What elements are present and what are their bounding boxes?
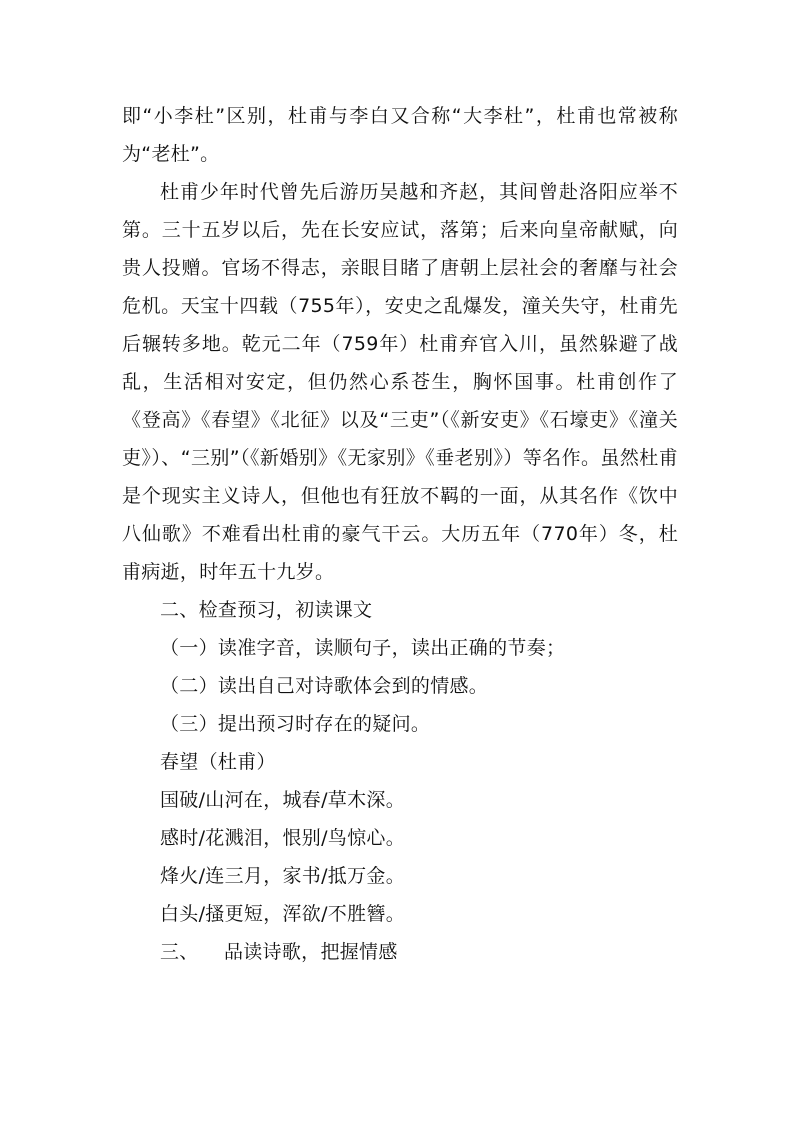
section-heading-2: 二、检查预习，初读课文 xyxy=(160,599,373,621)
paragraph-biography: 杜甫少年时代曾先后游历吴越和齐赵，其间曾赴洛阳应举不第。三十五岁以后，先在长安应试，落第；后来向皇帝献赋，向贵人投赠。官场不得志，亲眼目睹了唐朝上层社会的奢靡与社会危机。天宝十四载（755年），安史之乱爆发，潼关失守，杜甫先后辗转多地。乾元二年（759年）杜甫弃官入川，虽然躲避了战乱，生活相对安定，但仍然心系苍生，胸怀国事。杜甫创作了《登高》《春望》《北征》以及“三吏”（《新安吏》《石壕吏》《潼关吏》）、“三别”（《新婚别》《无家别》《垂老别》）等名作。虽然杜甫是个现实主义诗人，但他也有狂放不羁的一面，从其名作《饮中八仙歌》不难看出杜甫的豪气干云。大历五年（770年）冬，杜甫病逝，时年五十九岁。 xyxy=(122,181,678,583)
section-heading-3: 三、 品读诗歌，把握情感 xyxy=(160,941,398,963)
poem-line: 烽火/连三月，家书/抵万金。 xyxy=(160,865,406,887)
list-item: （二）读出自己对诗歌体会到的情感。 xyxy=(160,675,489,697)
document-body xyxy=(122,97,678,971)
poem-line: 白头/搔更短，浑欲/不胜簪。 xyxy=(160,903,406,925)
poem-line: 感时/花溅泪，恨别/鸟惊心。 xyxy=(160,827,406,849)
list-item: （一）读准字音，读顺句子，读出正确的节奏； xyxy=(160,637,566,659)
paragraph-continued: 即“小李杜”区别，杜甫与李白又合称“大李杜”，杜甫也常被称为“老杜”。 xyxy=(122,105,678,165)
list-item: （三）提出预习时存在的疑问。 xyxy=(160,713,431,735)
poem-title: 春望（杜甫） xyxy=(160,751,276,773)
poem-line: 国破/山河在，城春/草木深。 xyxy=(160,789,406,811)
